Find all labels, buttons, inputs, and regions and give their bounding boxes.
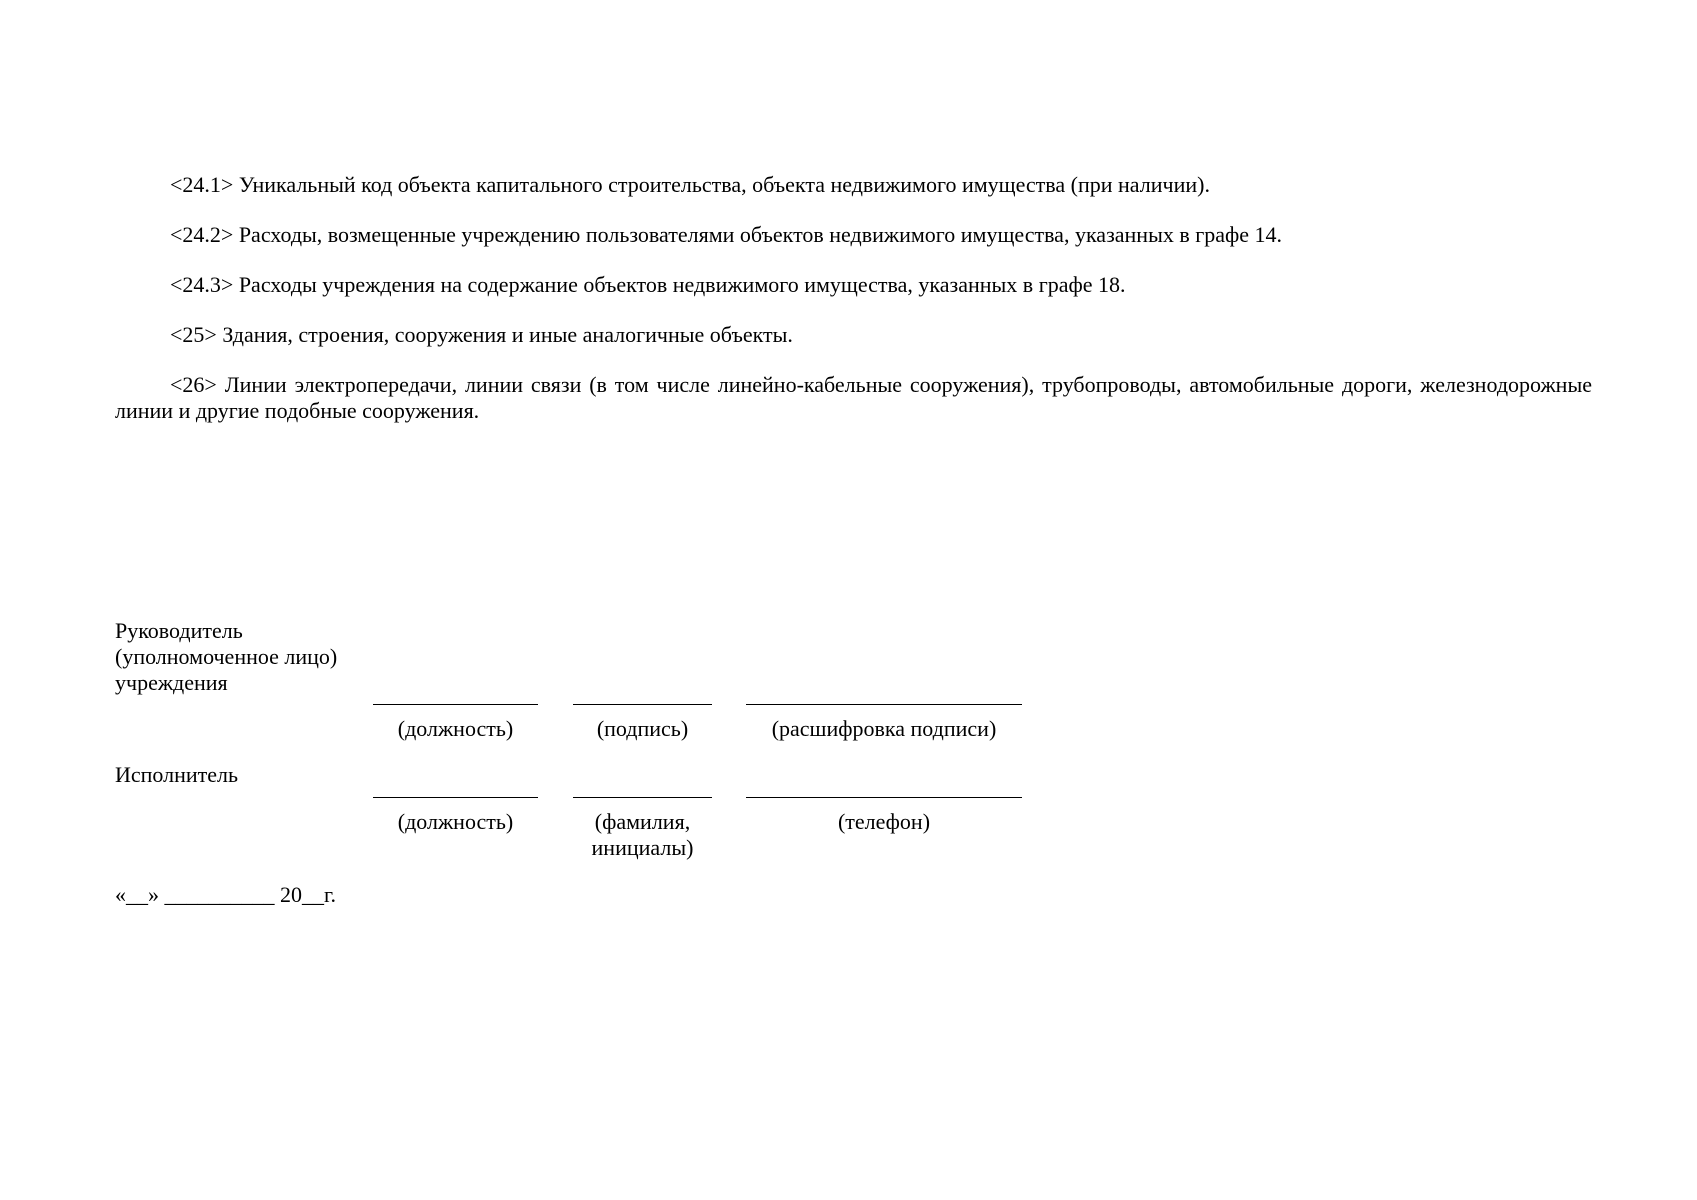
head-position-caption: (должность) [397,716,514,741]
footnote-25: <25> Здания, строения, сооружения и иные аналогичные объекты. [170,322,793,347]
footnote-24-2: <24.2> Расходы, возмещенные учреждению пользователями объектов недвижимого имущества, указанных в графе 14. [170,222,1283,247]
head-label-line-1: Руководитель [115,618,243,643]
footnote-24-3: <24.3> Расходы учреждения на содержание объектов недвижимого имущества, указанных в графе 18. [170,272,1126,297]
executor-position-caption: (должность) [397,809,514,834]
executor-label: Исполнитель [115,762,239,787]
executor-name-line [573,797,712,798]
executor-phone-caption: (телефон) [837,809,931,834]
executor-phone-line [746,797,1022,798]
executor-name-caption: (фамилия, инициалы) [591,809,694,860]
head-signature-decoding-caption: (расшифровка подписи) [771,716,997,741]
footnotes [115,172,1592,448]
date-line: «__» __________ 20__г. [115,882,337,907]
head-label-line-2: (уполномоченное лицо) [115,644,338,669]
head-position-line [373,704,538,705]
head-signature-line [573,704,712,705]
head-signature-decoding-line [746,704,1022,705]
footnote-24-1: <24.1> Уникальный код объекта капитального строительства, объекта недвижимого имущества (при наличии). [170,172,1210,197]
executor-position-line [373,797,538,798]
head-label-line-3: учреждения [115,670,228,695]
footnote-26: <26> Линии электропередачи, линии связи (в том числе линейно-кабельные сооружения), трубопроводы, автомобильные дороги, железнодорожные линии и другие подобные сооружения. [115,372,1592,423]
head-signature-label [115,618,375,696]
head-signature-caption: (подпись) [596,716,689,741]
